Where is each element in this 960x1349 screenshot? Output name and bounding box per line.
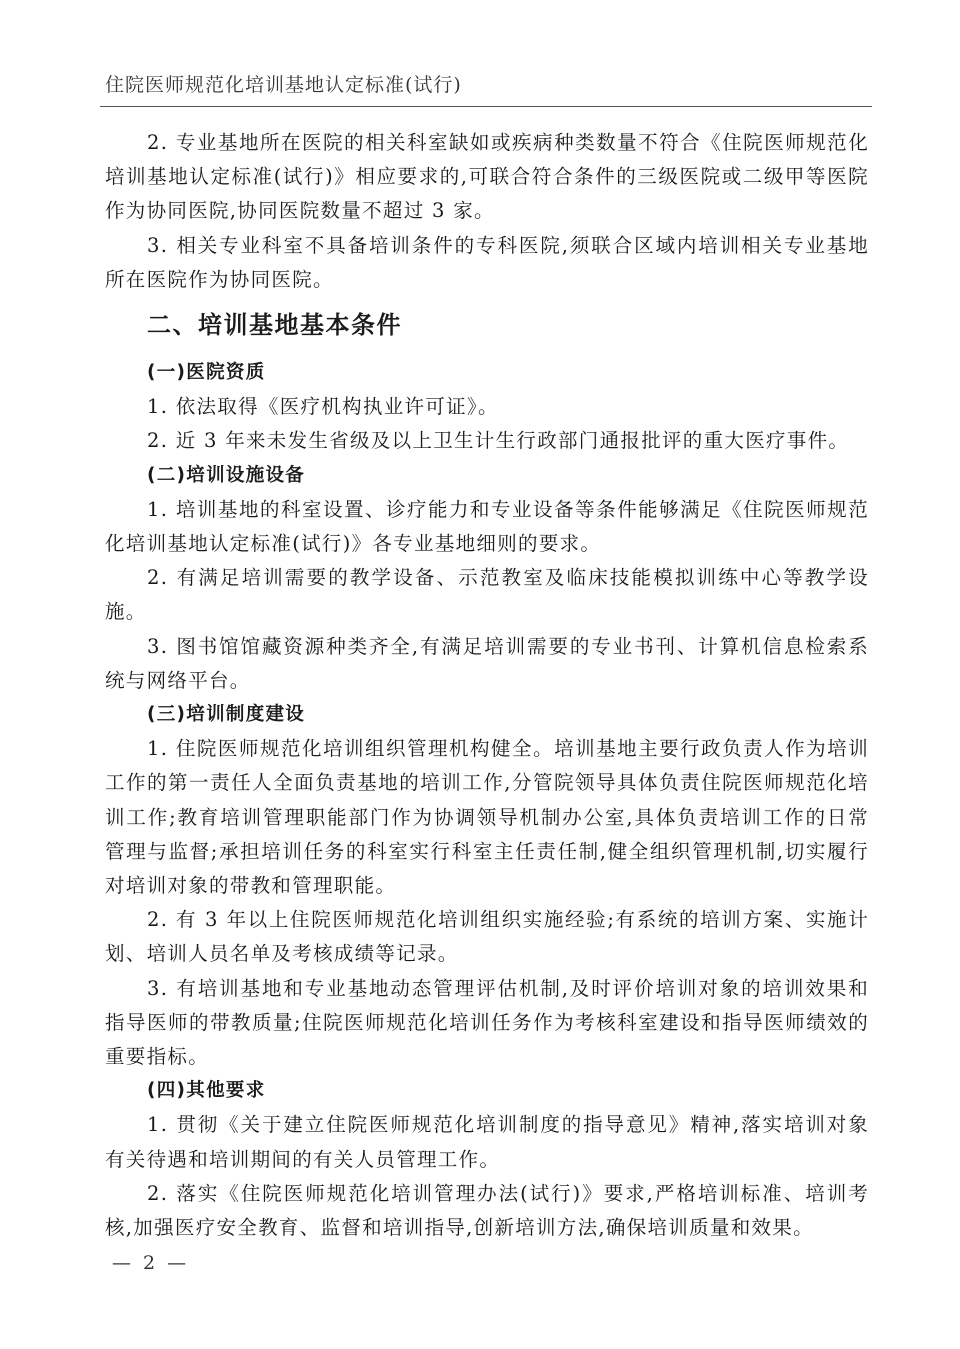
header-divider <box>100 106 872 107</box>
paragraph-intro-2: 2. 专业基地所在医院的相关科室缺如或疾病种类数量不符合《住院医师规范化培训基地认定标准(试行)》相应要求的,可联合符合条件的三级医院或二级甲等医院作为协同医院,协同医院数量不超过 3 家。 <box>105 131 869 223</box>
paragraph-qualification-2: 2. 近 3 年来未发生省级及以上卫生计生行政部门通报批评的重大医疗事件。 <box>147 429 850 453</box>
paragraph-other-2: 2. 落实《住院医师规范化培训管理办法(试行)》要求,严格培训标准、培训考核,加强医疗安全教育、监督和培训指导,创新培训方法,确保培训质量和效果。 <box>105 1181 869 1240</box>
section-heading-basic-conditions: 二、培训基地基本条件 <box>147 310 402 340</box>
paragraph-intro-3: 3. 相关专业科室不具备培训条件的专科医院,须联合区域内培训相关专业基地所在医院作为协同医院。 <box>105 233 869 291</box>
document-body <box>105 126 869 1245</box>
subsection-heading-training-system: (三)培训制度建设 <box>147 704 306 726</box>
subsection-heading-other-requirements: (四)其他要求 <box>147 1080 266 1102</box>
paragraph-qualification-1: 1. 依法取得《医疗机构执业许可证》。 <box>147 395 499 419</box>
subsection-heading-hospital-qualification: (一)医院资质 <box>147 362 266 384</box>
page-number: — 2 — <box>112 1252 190 1274</box>
paragraph-training-system-2: 2. 有 3 年以上住院医师规范化培训组织实施经验;有系统的培训方案、实施计划、培训人员名单及考核成绩等记录。 <box>105 908 869 966</box>
paragraph-facilities-1: 1. 培训基地的科室设置、诊疗能力和专业设备等条件能够满足《住院医师规范化培训基地认定标准(试行)》各专业基地细则的要求。 <box>105 497 869 556</box>
paragraph-training-system-1: 1. 住院医师规范化培训组织管理机构健全。培训基地主要行政负责人作为培训工作的第一责任人全面负责基地的培训工作,分管院领导具体负责住院医师规范化培训工作;教育培训管理职能部门作为协调领导机制办公室,具体负责培训工作的日常管理与监督;承担培训任务的科室实行科室主任责任制,健全组织管理机制,切实履行对培训对象的带教和管理职能。 <box>105 737 869 898</box>
subsection-heading-facilities: (二)培训设施设备 <box>147 464 306 486</box>
paragraph-other-1: 1. 贯彻《关于建立住院医师规范化培训制度的指导意见》精神,落实培训对象有关待遇和培训期间的有关人员管理工作。 <box>105 1113 869 1171</box>
running-header: 住院医师规范化培训基地认定标准(试行) <box>105 74 462 96</box>
paragraph-training-system-3: 3. 有培训基地和专业基地动态管理评估机制,及时评价培训对象的培训效果和指导医师的带教质量;住院医师规范化培训任务作为考核科室建设和指导医师绩效的重要指标。 <box>105 976 869 1069</box>
paragraph-facilities-2: 2. 有满足培训需要的教学设备、示范教室及临床技能模拟训练中心等教学设施。 <box>105 566 869 624</box>
paragraph-facilities-3: 3. 图书馆馆藏资源种类齐全,有满足培训需要的专业书刊、计算机信息检索系统与网络平台。 <box>105 634 869 692</box>
